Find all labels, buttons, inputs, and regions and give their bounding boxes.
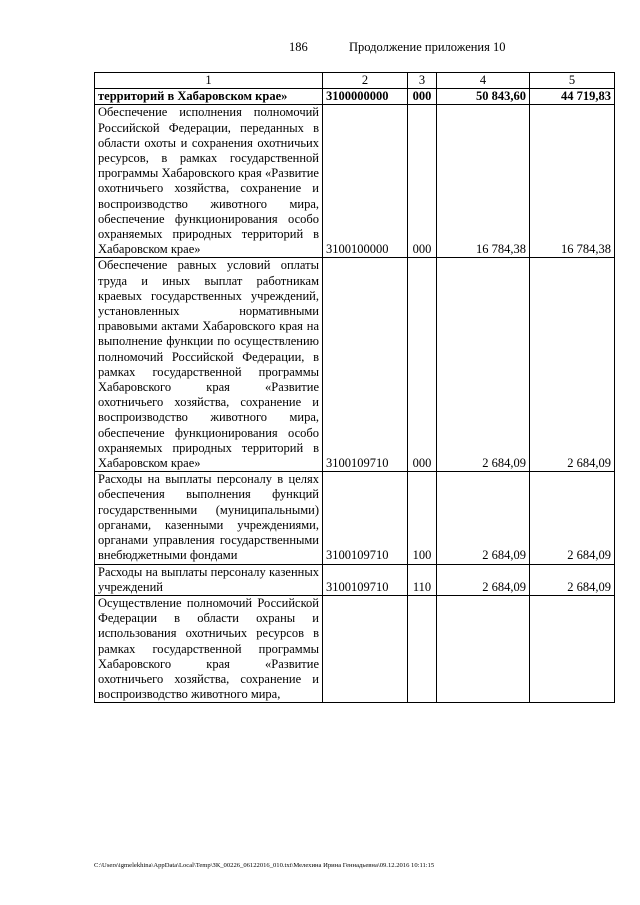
table-row — [95, 105, 615, 258]
row-sum1-cell: 2 684,09 — [437, 258, 530, 472]
page-header — [0, 40, 640, 56]
row-name-cell: Расходы на выплаты персоналу в целях обеспечения выполнения функций государственными (муниципальными) органами, казенными учреждениями, органами управления государственными внебюджетными фондами — [95, 472, 323, 564]
appendix-continuation-title: Продолжение приложения 10 — [349, 40, 506, 54]
table-row — [95, 564, 615, 595]
row-sum2-cell: 2 684,09 — [530, 472, 615, 564]
table-row — [95, 472, 615, 564]
row-sum1-cell: 2 684,09 — [437, 564, 530, 595]
column-header-4: 4 — [437, 73, 530, 89]
row-sum1-cell — [437, 595, 530, 702]
page-number: 186 — [289, 40, 308, 54]
column-header-5: 5 — [530, 73, 615, 89]
budget-table — [94, 72, 615, 703]
row-code-cell: 3100109710 — [323, 258, 408, 472]
column-header-2: 2 — [323, 73, 408, 89]
row-sum2-cell: 2 684,09 — [530, 564, 615, 595]
row-name-cell: территорий в Хабаровском крае» — [95, 89, 323, 105]
row-sum1-cell: 50 843,60 — [437, 89, 530, 105]
table-row — [95, 89, 615, 105]
row-code-cell: 3100100000 — [323, 105, 408, 258]
row-sum1-cell: 2 684,09 — [437, 472, 530, 564]
row-name-cell: Обеспечение исполнения полномочий Российской Федерации, переданных в области охоты и сохранения охотничьих ресурсов, в рамках государственной программы Хабаровского края «Развитие охотничьего хозяйства, сохранение и воспроизводство животного мира, обеспечение функционирования особо охраняемых природных территорий в Хабаровском крае» — [95, 105, 323, 258]
row-type-cell: 110 — [408, 564, 437, 595]
document-footer-path: C:\Users\igmelekhina\AppData\Local\Temp\ЗК_00226_06122016_010.txt\Мелехина Ирина Геннадьевна\09.12.2016 10:11:15 — [94, 862, 435, 869]
row-type-cell: 000 — [408, 258, 437, 472]
row-name-cell: Обеспечение равных условий оплаты труда и иных выплат работникам краевых государственных учреждений, установленных нормативными правовыми актами Хабаровского края на выполнение функции по осуществлению полномочий Российской Федерации, в рамках государственной программы Хабаровского края «Развитие охотничьего хозяйства, сохранение и воспроизводство животного мира, обеспечение функционирования особо охраняемых природных территорий в Хабаровском крае» — [95, 258, 323, 472]
row-name-cell: Расходы на выплаты персоналу казенных учреждений — [95, 564, 323, 595]
row-name-cell: Осуществление полномочий Российской Федерации в области охраны и использования охотничьих ресурсов в рамках государственной программы Хабаровского края «Развитие охотничьего хозяйства, сохранение и воспроизводство животного мира, — [95, 595, 323, 702]
row-code-cell — [323, 595, 408, 702]
row-type-cell: 000 — [408, 105, 437, 258]
column-header-1: 1 — [95, 73, 323, 89]
table-row — [95, 595, 615, 702]
row-sum2-cell — [530, 595, 615, 702]
row-sum1-cell: 16 784,38 — [437, 105, 530, 258]
row-type-cell — [408, 595, 437, 702]
table-row — [95, 258, 615, 472]
column-header-3: 3 — [408, 73, 437, 89]
column-header-row — [95, 73, 615, 89]
row-code-cell: 3100109710 — [323, 564, 408, 595]
row-type-cell: 100 — [408, 472, 437, 564]
row-sum2-cell: 2 684,09 — [530, 258, 615, 472]
row-code-cell: 3100000000 — [323, 89, 408, 105]
row-sum2-cell: 16 784,38 — [530, 105, 615, 258]
row-code-cell: 3100109710 — [323, 472, 408, 564]
row-type-cell: 000 — [408, 89, 437, 105]
row-sum2-cell: 44 719,83 — [530, 89, 615, 105]
